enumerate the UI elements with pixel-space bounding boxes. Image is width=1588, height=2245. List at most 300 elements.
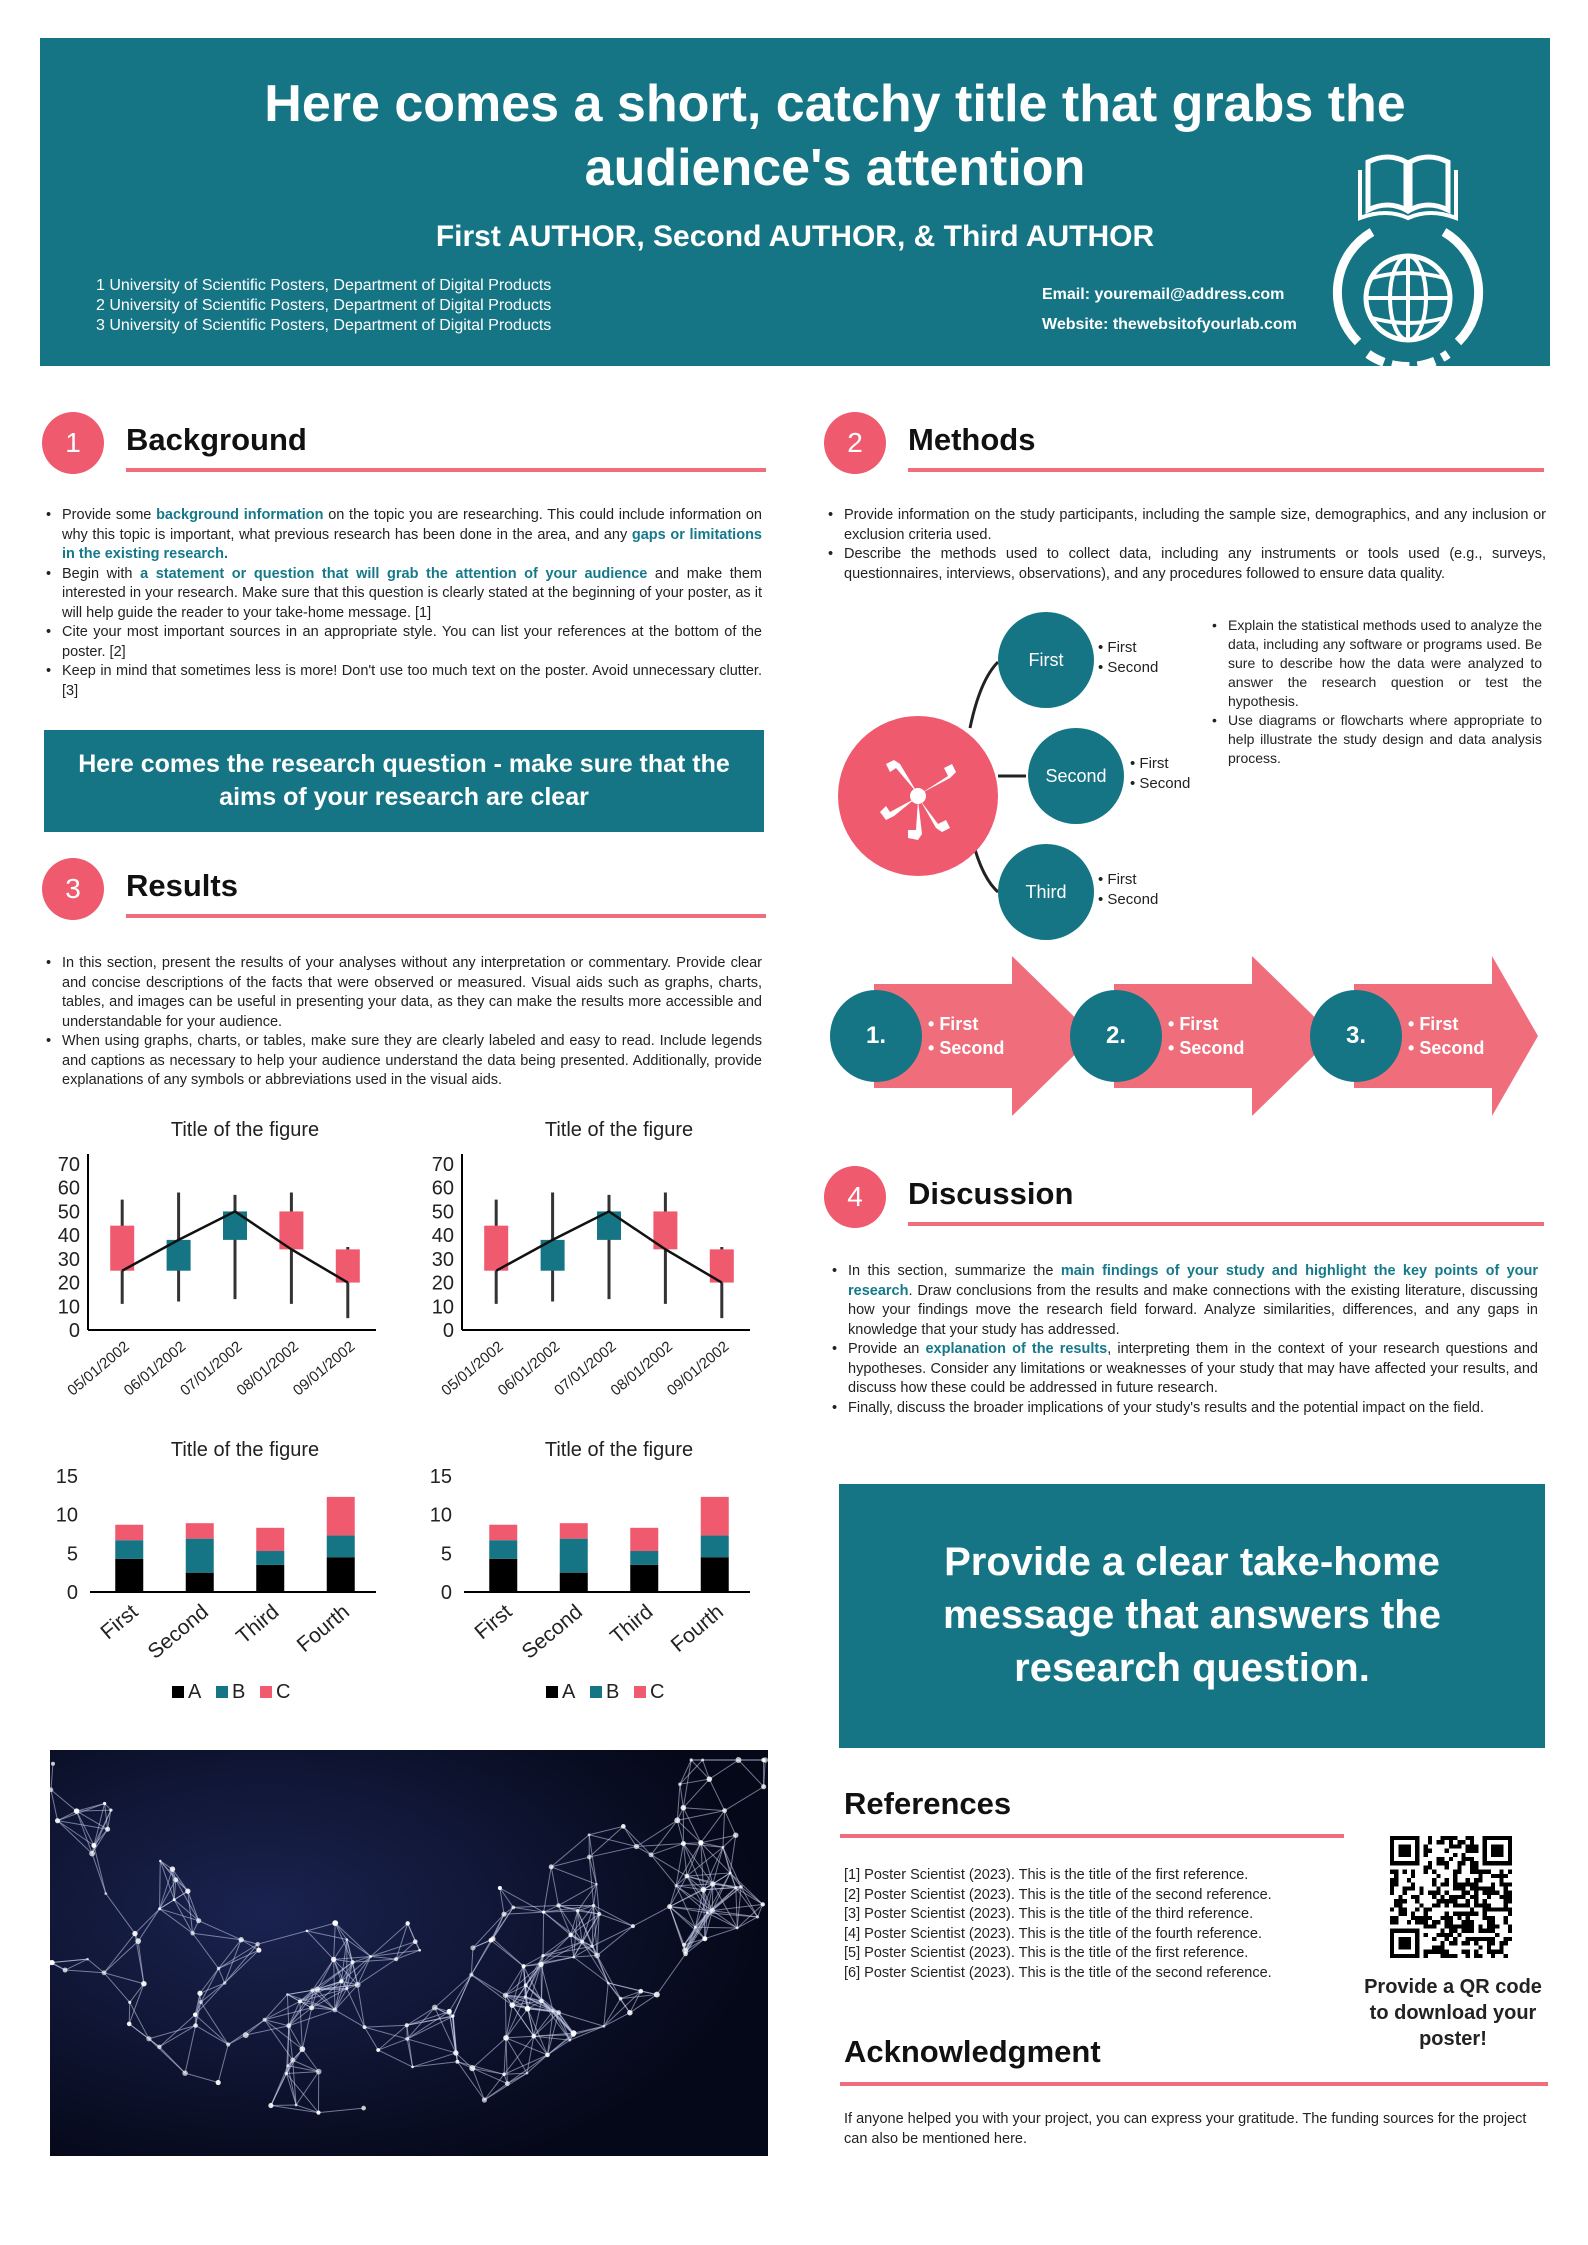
network-node <box>702 1936 707 1941</box>
qr-module <box>1445 1924 1449 1928</box>
network-node <box>698 1840 703 1845</box>
qr-module <box>1436 1945 1440 1949</box>
x-tick-label: Second <box>143 1600 213 1664</box>
email-link[interactable]: Email: youremail@address.com <box>1042 286 1285 303</box>
qr-module <box>1436 1861 1440 1865</box>
qr-module <box>1504 1954 1508 1958</box>
y-tick-label: 0 <box>440 1582 452 1604</box>
list-item: • First <box>1168 1012 1244 1036</box>
qr-module <box>1491 1891 1495 1895</box>
step-number-badge: 1. <box>830 990 922 1082</box>
qr-module <box>1470 1908 1474 1912</box>
qr-module <box>1453 1886 1457 1890</box>
y-tick-label: 60 <box>431 1177 454 1200</box>
network-node <box>413 1939 418 1944</box>
qr-module <box>1499 1870 1503 1874</box>
qr-module <box>1453 1844 1457 1848</box>
qr-module <box>1440 1836 1444 1840</box>
discussion-bullets <box>830 1262 1538 1418</box>
qr-module <box>1453 1899 1457 1903</box>
qr-module <box>1449 1924 1453 1928</box>
network-node <box>255 1942 260 1947</box>
qr-module <box>1445 1950 1449 1954</box>
y-tick-label: 5 <box>440 1543 452 1566</box>
qr-module <box>1449 1916 1453 1920</box>
qr-module <box>1504 1899 1508 1903</box>
qr-module <box>1449 1899 1453 1903</box>
network-node <box>135 1938 141 1944</box>
qr-module <box>1470 1912 1474 1916</box>
bullet-item: • Cite your most important sources in an appropriate style. You can list your references at the bottom of the poster. [2] <box>44 623 762 662</box>
qr-module <box>1394 1882 1398 1886</box>
qr-module <box>1462 1857 1466 1861</box>
qr-module <box>1478 1945 1482 1949</box>
bar-segment-A <box>701 1557 729 1592</box>
qr-module <box>1462 1886 1466 1890</box>
qr-module <box>1440 1857 1444 1861</box>
qr-module <box>1428 1891 1432 1895</box>
x-tick-label: 07/01/2002 <box>551 1338 620 1400</box>
network-node <box>173 1877 178 1882</box>
qr-module <box>1495 1874 1499 1878</box>
qr-module <box>1462 1882 1466 1886</box>
qr-module <box>1478 1870 1482 1874</box>
section-divider <box>126 468 766 472</box>
qr-module <box>1424 1844 1428 1848</box>
qr-module <box>1440 1899 1444 1903</box>
network-node <box>268 2103 273 2108</box>
network-node <box>346 1938 349 1941</box>
qr-module <box>1466 1844 1470 1848</box>
qr-module <box>1466 1849 1470 1853</box>
list-item: • Second <box>1130 774 1190 794</box>
qr-module <box>1419 1886 1423 1890</box>
qr-module <box>1403 1886 1407 1890</box>
qr-module <box>1449 1954 1453 1958</box>
results-bullets <box>44 954 762 1091</box>
qr-module <box>1466 1878 1470 1882</box>
reference-item: [2] Poster Scientist (2023). This is the title of the second reference. <box>844 1886 1272 1903</box>
qr-module <box>1398 1912 1402 1916</box>
network-node <box>286 2023 291 2028</box>
qr-module <box>1499 1941 1503 1945</box>
qr-module <box>1499 1895 1503 1899</box>
qr-module <box>1495 1908 1499 1912</box>
qr-module <box>1436 1857 1440 1861</box>
qr-finder <box>1398 1844 1411 1857</box>
qr-module <box>1424 1954 1428 1958</box>
qr-module <box>1398 1908 1402 1912</box>
website-link[interactable]: Website: thewebsitofyourlab.com <box>1042 316 1297 333</box>
x-tick-label: 08/01/2002 <box>607 1338 676 1400</box>
qr-module <box>1453 1924 1457 1928</box>
qr-module <box>1462 1912 1466 1916</box>
qr-module <box>1411 1912 1415 1916</box>
network-node <box>683 1952 688 1957</box>
title-line-1: Here comes a short, catchy title that grabs the <box>264 75 1406 133</box>
chart-title: Title of the figure <box>544 1119 694 1141</box>
x-tick-label: 09/01/2002 <box>289 1338 359 1400</box>
network-node <box>588 1833 591 1836</box>
network-node <box>455 2060 459 2064</box>
qr-module <box>1466 1954 1470 1958</box>
qr-module <box>1491 1941 1495 1945</box>
qr-module <box>1432 1882 1436 1886</box>
qr-module <box>1491 1920 1495 1924</box>
qr-module <box>1470 1937 1474 1941</box>
network-node <box>157 2045 161 2049</box>
network-node <box>619 1997 623 2001</box>
network-node <box>607 1982 610 1985</box>
qr-module <box>1436 1891 1440 1895</box>
chart-title: Title of the figure <box>170 1439 320 1461</box>
background-section-header <box>42 412 766 482</box>
section-title: Methods <box>908 422 1036 457</box>
qr-module <box>1457 1865 1461 1869</box>
legend-swatch <box>260 1686 272 1698</box>
qr-module <box>1453 1929 1457 1933</box>
reference-item: [5] Poster Scientist (2023). This is the title of the first reference. <box>844 1945 1249 1961</box>
qr-module <box>1449 1857 1453 1861</box>
network-node <box>132 1931 137 1936</box>
network-node <box>345 1987 348 1990</box>
x-tick-label: Fourth <box>666 1600 728 1657</box>
network-node <box>621 1824 626 1829</box>
qr-module <box>1440 1950 1444 1954</box>
qr-module <box>1390 1882 1394 1886</box>
qr-module <box>1432 1920 1436 1924</box>
qr-module <box>1457 1886 1461 1890</box>
network-node <box>572 1956 575 1959</box>
qr-module <box>1449 1895 1453 1899</box>
qr-module <box>1487 1929 1491 1933</box>
qr-caption-line: to download your <box>1369 2002 1537 2024</box>
qr-module <box>1436 1840 1440 1844</box>
network-node <box>678 1782 681 1785</box>
qr-module <box>1474 1895 1478 1899</box>
poster-header <box>40 38 1550 366</box>
network-node <box>597 1912 601 1916</box>
network-node <box>197 1991 202 1996</box>
network-node <box>649 1852 654 1857</box>
affiliation-3: 3 University of Scientific Posters, Department of Digital Products <box>96 317 552 334</box>
qr-module <box>1415 1916 1419 1920</box>
qr-module <box>1474 1886 1478 1890</box>
y-tick-label: 40 <box>57 1225 80 1248</box>
qr-module <box>1487 1891 1491 1895</box>
qr-module <box>1390 1886 1394 1890</box>
qr-module <box>1445 1899 1449 1903</box>
qr-code-icon[interactable] <box>1390 1836 1512 1958</box>
network-node <box>739 1885 743 1889</box>
methods-side-notes <box>1210 616 1542 768</box>
qr-module <box>1457 1882 1461 1886</box>
qr-module <box>1419 1920 1423 1924</box>
bar-segment-B <box>256 1551 284 1565</box>
y-tick-label: 0 <box>442 1320 454 1342</box>
network-node <box>447 2009 452 2014</box>
qr-module <box>1428 1950 1432 1954</box>
qr-module <box>1390 1870 1394 1874</box>
network-node <box>263 2018 267 2022</box>
network-node <box>556 1903 560 1907</box>
network-node <box>556 2010 561 2015</box>
qr-module <box>1424 1912 1428 1916</box>
bar-segment-C <box>115 1525 143 1540</box>
qr-module <box>1483 1870 1487 1874</box>
qr-module <box>1474 1912 1478 1916</box>
qr-module <box>1491 1886 1495 1890</box>
qr-module <box>1440 1882 1444 1886</box>
qr-module <box>1474 1941 1478 1945</box>
qr-module <box>1440 1954 1444 1958</box>
x-tick-label: 06/01/2002 <box>120 1338 190 1400</box>
network-node <box>707 1776 713 1782</box>
network-edge <box>543 1912 544 1956</box>
bar-segment-B <box>560 1539 588 1573</box>
qr-module <box>1445 1916 1449 1920</box>
qr-module <box>1499 1950 1503 1954</box>
network-node <box>411 2066 414 2069</box>
qr-module <box>1428 1916 1432 1920</box>
qr-module <box>1508 1908 1512 1912</box>
network-node <box>63 1968 68 1973</box>
network-node <box>736 1927 739 1930</box>
qr-module <box>1457 1912 1461 1916</box>
qr-module <box>1424 1950 1428 1954</box>
qr-module <box>1495 1924 1499 1928</box>
network-node <box>722 1846 725 1849</box>
network-node <box>103 1802 106 1805</box>
network-edge <box>129 2002 130 2024</box>
legend-label: C <box>650 1681 665 1703</box>
qr-module <box>1445 1861 1449 1865</box>
qr-module <box>1390 1916 1394 1920</box>
qr-module <box>1398 1903 1402 1907</box>
qr-module <box>1487 1937 1491 1941</box>
qr-module <box>1403 1912 1407 1916</box>
network-node <box>531 2034 536 2039</box>
qr-module <box>1474 1891 1478 1895</box>
qr-module <box>1483 1903 1487 1907</box>
qr-module <box>1449 1836 1453 1840</box>
qr-module <box>1470 1929 1474 1933</box>
network-node <box>127 2022 132 2027</box>
qr-module <box>1504 1937 1508 1941</box>
qr-module <box>1445 1920 1449 1924</box>
qr-module <box>1478 1903 1482 1907</box>
network-node <box>432 2005 438 2011</box>
network-node <box>490 1936 495 1941</box>
legend-swatch <box>546 1686 558 1698</box>
qr-module <box>1504 1895 1508 1899</box>
network-node <box>216 2080 221 2085</box>
qr-module <box>1445 1954 1449 1958</box>
step-number-badge: 3. <box>1310 990 1402 1082</box>
y-tick-label: 10 <box>429 1504 452 1527</box>
qr-module <box>1508 1882 1512 1886</box>
network-node <box>538 1962 543 1967</box>
qr-module <box>1470 1849 1474 1853</box>
qr-module <box>1453 1882 1457 1886</box>
x-tick-label: 09/01/2002 <box>663 1338 733 1400</box>
network-node <box>498 1886 502 1890</box>
bar-segment-A <box>186 1573 214 1592</box>
qr-module <box>1504 1882 1508 1886</box>
network-node <box>315 1987 320 1992</box>
qr-module <box>1419 1916 1423 1920</box>
qr-module <box>1440 1861 1444 1865</box>
y-tick-label: 20 <box>431 1272 454 1295</box>
qr-module <box>1415 1895 1419 1899</box>
qr-module <box>1470 1836 1474 1840</box>
network-node <box>654 1992 660 1998</box>
bar-segment-A <box>630 1565 658 1592</box>
qr-module <box>1428 1924 1432 1928</box>
legend-label: A <box>188 1681 202 1703</box>
qr-module <box>1403 1908 1407 1912</box>
network-node <box>285 2072 288 2075</box>
contact-info <box>1042 280 1297 340</box>
qr-module <box>1424 1870 1428 1874</box>
discussion-section-header <box>824 1166 1548 1236</box>
network-edge <box>271 2105 296 2106</box>
method-node-third-list <box>1098 870 1158 910</box>
qr-module <box>1470 1895 1474 1899</box>
network-node <box>681 1805 687 1811</box>
x-tick-label: 05/01/2002 <box>438 1338 507 1400</box>
qr-module <box>1428 1861 1432 1865</box>
qr-module <box>1440 1933 1444 1937</box>
bar-segment-A <box>327 1557 355 1592</box>
network-node <box>332 1920 338 1926</box>
take-home-line-3: research question. <box>1014 1646 1370 1690</box>
qr-module <box>1466 1899 1470 1903</box>
network-node <box>542 1910 545 1913</box>
network-node <box>568 2039 571 2042</box>
qr-module <box>1432 1878 1436 1882</box>
qr-module <box>1424 1916 1428 1920</box>
qr-module <box>1394 1874 1398 1878</box>
take-home-line-2: message that answers the <box>943 1593 1441 1637</box>
network-node <box>333 2007 338 2012</box>
legend-label: A <box>562 1681 576 1703</box>
qr-module <box>1457 1933 1461 1937</box>
network-node <box>104 1892 107 1895</box>
qr-module <box>1453 1895 1457 1899</box>
qr-module <box>1453 1874 1457 1878</box>
qr-module <box>1424 1849 1428 1853</box>
network-node <box>405 2037 409 2041</box>
network-node <box>682 1943 686 1947</box>
qr-module <box>1474 1878 1478 1882</box>
bullet-item: • When using graphs, charts, or tables, make sure they are clearly labeled and easy to read. Include legends and captions as necessary to help your audience understand the data being presented. Additionally, provide explanations of any symbols or abbreviations used in the visual aids. <box>44 1032 762 1091</box>
qr-module <box>1478 1878 1482 1882</box>
network-node <box>105 1827 110 1832</box>
bar-segment-C <box>256 1528 284 1551</box>
network-node <box>729 1871 732 1874</box>
network-node <box>576 1909 580 1913</box>
bar-segment-A <box>489 1559 517 1592</box>
qr-module <box>1474 1950 1478 1954</box>
network-node <box>170 1866 176 1872</box>
legend-label: B <box>232 1681 246 1703</box>
qr-module <box>1407 1878 1411 1882</box>
qr-module <box>1394 1870 1398 1874</box>
network-node <box>185 1889 190 1894</box>
qr-module <box>1445 1865 1449 1869</box>
legend-swatch <box>216 1686 228 1698</box>
qr-module <box>1394 1903 1398 1907</box>
qr-module <box>1474 1899 1478 1903</box>
qr-module <box>1487 1870 1491 1874</box>
qr-module <box>1457 1840 1461 1844</box>
network-node <box>256 1948 261 1953</box>
qr-module <box>1491 1929 1495 1933</box>
bar-segment-A <box>115 1559 143 1592</box>
y-tick-label: 0 <box>68 1320 80 1342</box>
qr-module <box>1453 1941 1457 1945</box>
method-node-third: Third <box>998 844 1094 940</box>
bullet-item: • In this section, present the results of your analyses without any interpretation or commentary. Provide clear and concise descriptions of the facts that were observed or measured. Visual aids such as graphs, charts, tables, and images can be useful in presenting your data, as they can make the results more accessible and understandable for your audience. <box>44 954 762 1032</box>
network-node <box>306 1930 309 1933</box>
y-tick-label: 10 <box>57 1296 80 1319</box>
network-node <box>502 2073 506 2077</box>
qr-module <box>1436 1920 1440 1924</box>
qr-module <box>1470 1920 1474 1924</box>
qr-module <box>1453 1903 1457 1907</box>
qr-module <box>1445 1933 1449 1937</box>
qr-module <box>1407 1920 1411 1924</box>
section-number-badge: 1 <box>42 412 104 474</box>
network-image <box>50 1750 768 2156</box>
candle-body <box>484 1226 508 1271</box>
network-node <box>592 1904 595 1907</box>
network-node <box>469 1973 473 1977</box>
qr-module <box>1411 1870 1415 1874</box>
qr-module <box>1394 1920 1398 1924</box>
method-node-second: Second <box>1028 728 1124 824</box>
qr-module <box>1403 1891 1407 1895</box>
teamwork-hands-icon <box>838 716 998 876</box>
qr-caption <box>1348 1974 1558 2052</box>
bar-segment-A <box>560 1573 588 1592</box>
qr-module <box>1436 1874 1440 1878</box>
network-node <box>761 1758 765 1762</box>
qr-module <box>1462 1903 1466 1907</box>
network-node <box>631 1924 635 1928</box>
network-node <box>701 1887 707 1893</box>
qr-module <box>1428 1865 1432 1869</box>
qr-module <box>1466 1857 1470 1861</box>
network-node <box>239 1937 244 1942</box>
list-item: • First <box>1098 870 1158 890</box>
y-tick-label: 10 <box>55 1504 78 1527</box>
network-node <box>331 1957 336 1962</box>
bar-segment-B <box>701 1536 729 1558</box>
qr-finder <box>1398 1937 1411 1950</box>
list-item: • First <box>1130 754 1190 774</box>
qr-module <box>1394 1878 1398 1882</box>
bar-segment-C <box>186 1523 214 1538</box>
qr-module <box>1440 1945 1444 1949</box>
qr-module <box>1495 1891 1499 1895</box>
affiliation-2: 2 University of Scientific Posters, Department of Digital Products <box>96 297 552 314</box>
list-item: • First <box>1098 638 1158 658</box>
network-node <box>405 2023 409 2027</box>
stacked-bar-chart-2 <box>420 1432 760 1722</box>
qr-module <box>1390 1878 1394 1882</box>
